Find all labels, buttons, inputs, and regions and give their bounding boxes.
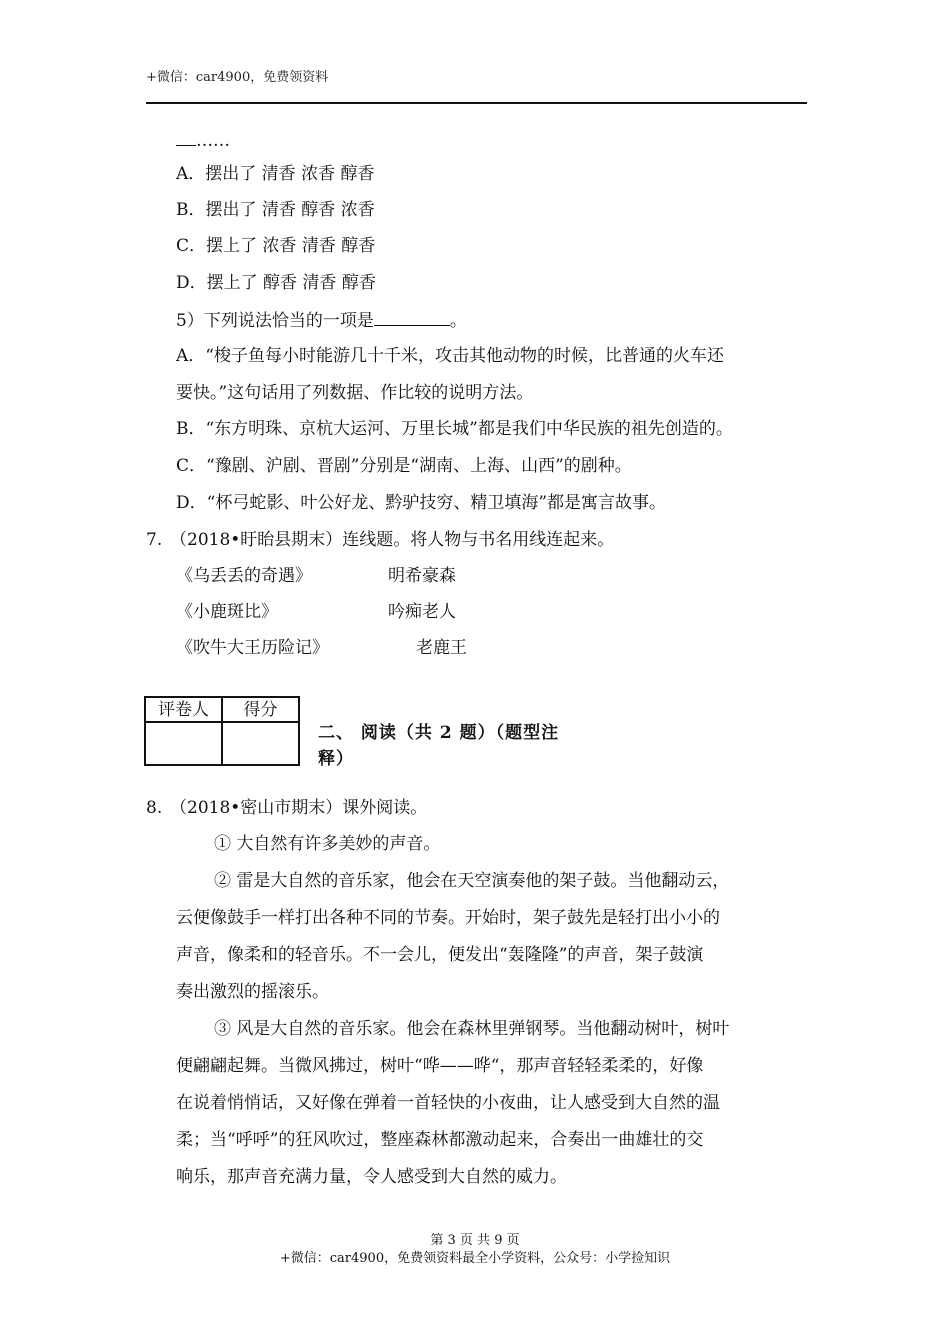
q5-stem-text: 5）下列说法恰当的一项是	[176, 311, 374, 331]
q7-stem: （2018•盱眙县期末）连线题。将人物与书名用线连起来。	[170, 530, 615, 550]
answer-blank	[374, 309, 450, 326]
q8-paragraph-2-line3: 声音，像柔和的轻音乐。不一会儿，便发出“轰隆隆”的声音，架子鼓演	[176, 945, 704, 965]
score-table	[144, 696, 300, 766]
score-table-score-cell	[223, 723, 298, 764]
q5-option-a-line2: 要快。”这句话用了列数据、作比较的说明方法。	[176, 383, 534, 403]
q8-paragraph-3-line5: 响乐，那声音充满力量，令人感受到大自然的威力。	[176, 1167, 567, 1187]
section-title-line2: 释）	[318, 749, 354, 769]
continuation-line	[176, 129, 230, 152]
q8-paragraph-3-line4: 柔；当“呼呼”的狂风吹过，整座森林都激动起来，合奏出一曲雄壮的交	[176, 1130, 704, 1150]
q5-option-b: B．“东方明珠、京杭大运河、万里长城”都是我们中华民族的祖先创造的。	[176, 419, 733, 439]
q5-option-d: D．“杯弓蛇影、叶公好龙、黔驴技穷、精卫填海”都是寓言故事。	[176, 493, 667, 513]
q7-book-3: 《吹牛大王历险记》	[176, 638, 329, 658]
q5-stem-end: 。	[449, 311, 467, 331]
option-a: A．摆出了 清香 浓香 醇香	[176, 164, 375, 184]
q8-paragraph-3-line3: 在说着悄悄话，又好像在弹着一首轻快的小夜曲，让人感受到大自然的温	[176, 1093, 720, 1113]
q5-option-a-line1: A．“梭子鱼每小时能游几十千米，攻击其他动物的时候，比普通的火车还	[176, 346, 724, 366]
q8-paragraph-2-line1: ② 雷是大自然的音乐家，他会在天空演奏他的架子鼓。当他翻动云，	[214, 871, 730, 891]
ellipsis-text: ……	[196, 131, 230, 151]
q8-paragraph-3-line2: 便翩翩起舞。当微风拂过，树叶“哗——哗“，那声音轻轻柔柔的，好像	[176, 1056, 704, 1076]
header-divider	[146, 102, 807, 104]
option-b: B．摆出了 清香 醇香 浓香	[176, 200, 375, 220]
score-table-header-grader: 评卷人	[146, 698, 223, 723]
blank-line	[176, 129, 196, 146]
q7-book-1: 《乌丢丢的奇遇》	[176, 566, 312, 586]
option-c: C．摆上了 浓香 清香 醇香	[176, 236, 376, 256]
score-table-grader-cell	[146, 723, 223, 764]
score-table-header-score: 得分	[223, 698, 298, 723]
page-number: 第 3 页 共 9 页	[430, 1233, 520, 1248]
option-d: D．摆上了 醇香 清香 醇香	[176, 273, 376, 293]
header-text: +微信：car4900，免费领资料	[146, 70, 329, 85]
q7-person-1: 明希豪森	[388, 566, 456, 586]
q5-option-c: C．“豫剧、沪剧、晋剧”分别是“湖南、上海、山西”的剧种。	[176, 456, 632, 476]
q7-number: 7.	[146, 530, 163, 550]
q7-person-2: 吟痴老人	[388, 602, 456, 622]
q8-paragraph-2-line4: 奏出激烈的摇滚乐。	[176, 982, 329, 1002]
q8-paragraph-1: ① 大自然有许多美妙的声音。	[214, 834, 441, 854]
q5-stem	[176, 309, 467, 332]
q7-book-2: 《小鹿斑比》	[176, 602, 278, 622]
footer-text: +微信：car4900，免费领资料最全小学资料，公众号：小学捡知识	[279, 1251, 671, 1266]
q8-paragraph-2-line2: 云便像鼓手一样打出各种不同的节奏。开始时，架子鼓先是轻打出小小的	[176, 908, 720, 928]
q8-stem: （2018•密山市期末）课外阅读。	[170, 798, 428, 818]
section-title	[318, 720, 618, 772]
q7-person-3: 老鹿王	[416, 638, 467, 658]
q8-paragraph-3-line1: ③ 风是大自然的音乐家。他会在森林里弹钢琴。当他翻动树叶，树叶	[214, 1019, 730, 1039]
q8-number: 8.	[146, 798, 163, 818]
section-title-line1: 二、 阅读（共 2 题）（题型注	[318, 723, 560, 743]
